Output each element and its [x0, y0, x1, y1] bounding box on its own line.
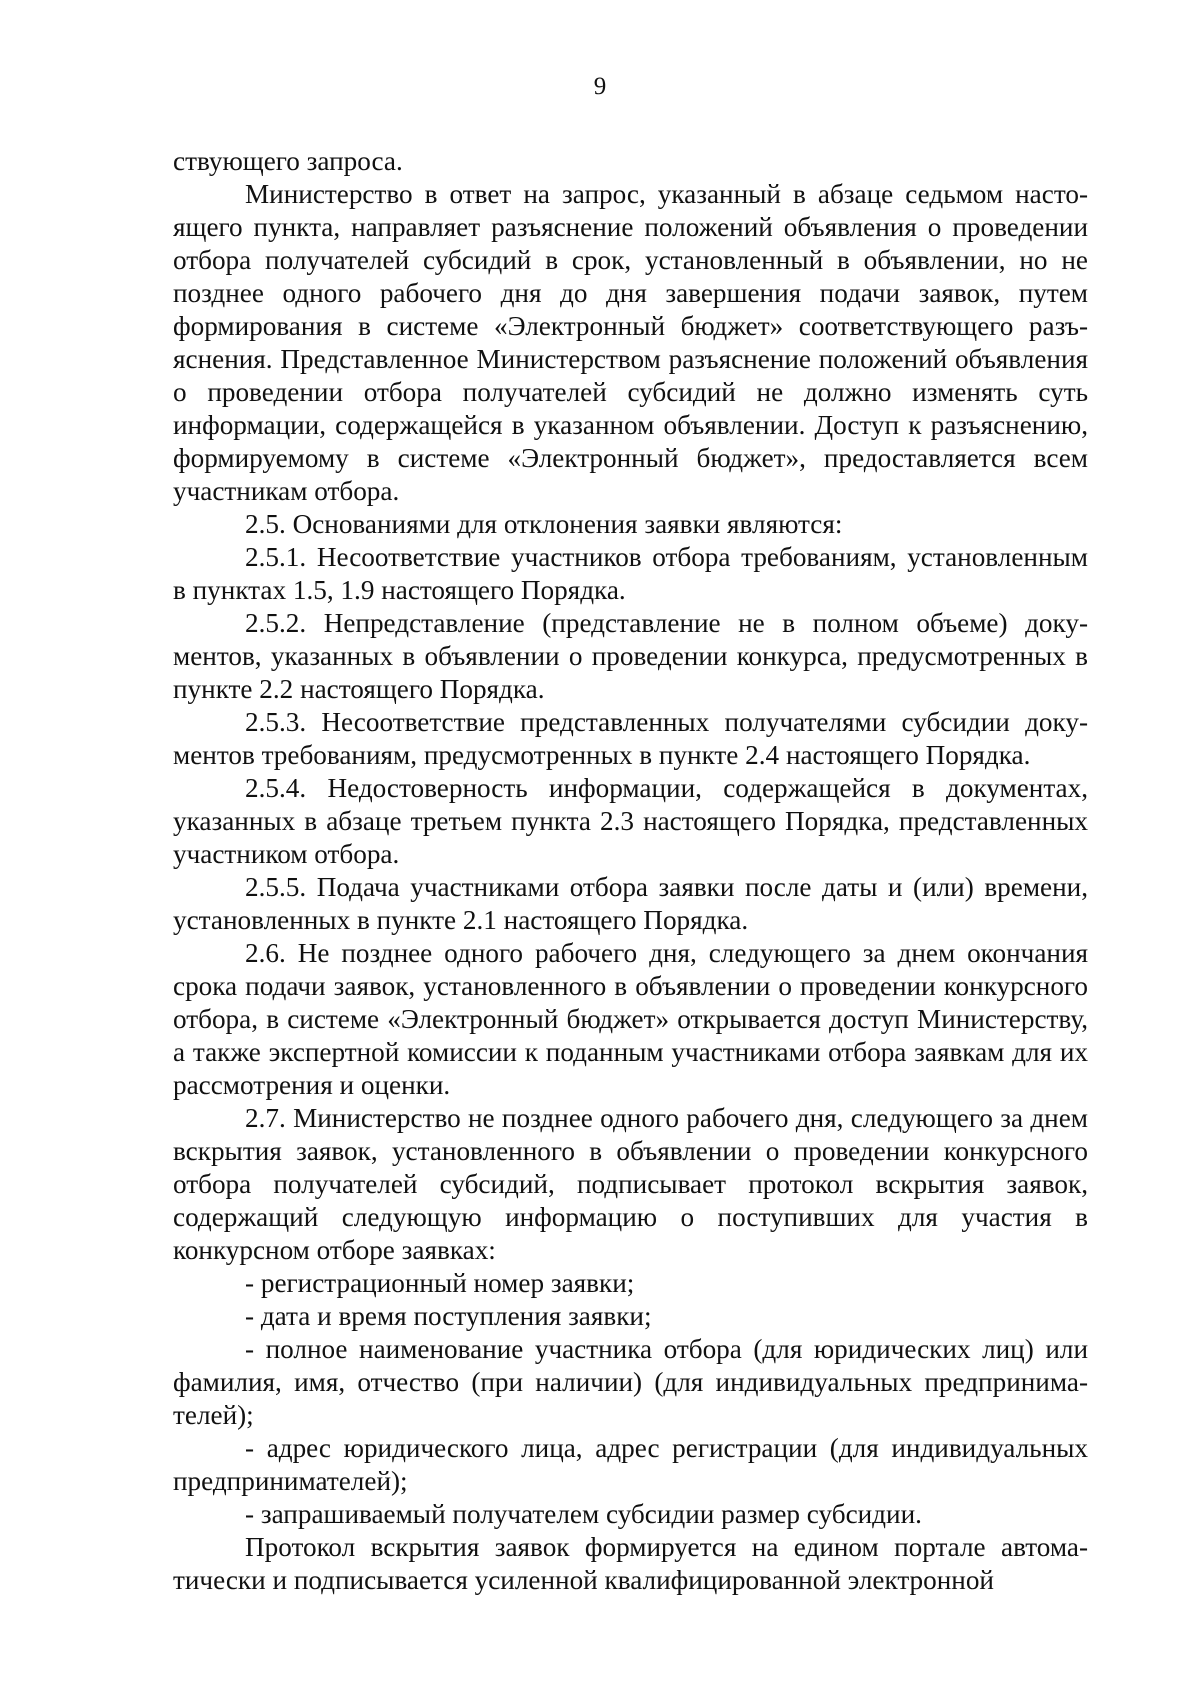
document-body: [173, 145, 1088, 1597]
paragraph-2-6: 2.6. Не позднее одного рабочего дня, следующего за днем окончания срока подачи заявок, установленного в объявлении о проведении конкурсного отбора, в системе «Электронный бюджет» открывается доступ Министерству, а также экспертной комиссии к поданным участниками отбора заявкам для их рассмотрения и оценки.: [173, 938, 1088, 1100]
list-item-subsidy-amount: - запрашиваемый получателем субсидии размер субсидии.: [245, 1499, 922, 1529]
list-item-participant-name: - полное наименование участника отбора (для юридических лиц) или фамилия, имя, отчество (при наличии) (для индивидуальных предпринимателей);: [173, 1334, 1088, 1430]
list-item-registration-number: - регистрационный номер заявки;: [245, 1268, 635, 1298]
paragraph-ministry-response: Министерство в ответ на запрос, указанный в абзаце седьмом настоящего пункта, направляет разъяснение положений объявления о проведении отбора получателей субсидий в срок, установленный в объявлении, но не позднее одного рабочего дня до дня завершения подачи заявок, путем формирования в системе «Электронный бюджет» соответствующего разъяснения. Представленное Министерством разъяснение положений объявления о проведении отбора получателей субсидий не должно изменять суть информации, содержащейся в указанном объявлении. Доступ к разъяснению, формируемому в системе «Электронный бюджет», предоставляется всем участникам отбора.: [173, 179, 1088, 506]
list-item-address: - адрес юридического лица, адрес регистрации (для индивидуальных предпринимателей);: [173, 1433, 1088, 1496]
paragraph-2-5-4: 2.5.4. Недостоверность информации, содержащейся в документах, указанных в абзаце третьем пункта 2.3 настоящего Порядка, представленных участником отбора.: [173, 773, 1088, 869]
paragraph-2-5: 2.5. Основаниями для отклонения заявки являются:: [245, 509, 843, 539]
paragraph-continuation: ствующего запроса.: [173, 146, 403, 176]
paragraph-2-7: 2.7. Министерство не позднее одного рабочего дня, следующего за днем вскрытия заявок, установленного в объявлении о проведении конкурсного отбора получателей субсидий, подписывает протокол вскрытия заявок, содержащий следующую информацию о поступивших для участия в конкурсном отборе заявках:: [173, 1103, 1088, 1265]
paragraph-2-5-3: 2.5.3. Несоответствие представленных получателями субсидии документов требованиям, предусмотренных в пункте 2.4 настоящего Порядка.: [173, 707, 1088, 770]
page-number: 9: [593, 73, 607, 100]
paragraph-protocol: Протокол вскрытия заявок формируется на едином портале автоматически и подписывается усиленной квалифицированной электронной: [173, 1532, 1088, 1595]
paragraph-2-5-5: 2.5.5. Подача участниками отбора заявки после даты и (или) времени, установленных в пункте 2.1 настоящего Порядка.: [173, 872, 1088, 935]
paragraph-2-5-2: 2.5.2. Непредставление (представление не в полном объеме) документов, указанных в объявлении о проведении конкурса, предусмотренных в пункте 2.2 настоящего Порядка.: [173, 608, 1088, 704]
list-item-date-time: - дата и время поступления заявки;: [245, 1301, 652, 1331]
paragraph-2-5-1: 2.5.1. Несоответствие участников отбора требованиям, установленным в пунктах 1.5, 1.9 настоящего Порядка.: [173, 542, 1088, 605]
